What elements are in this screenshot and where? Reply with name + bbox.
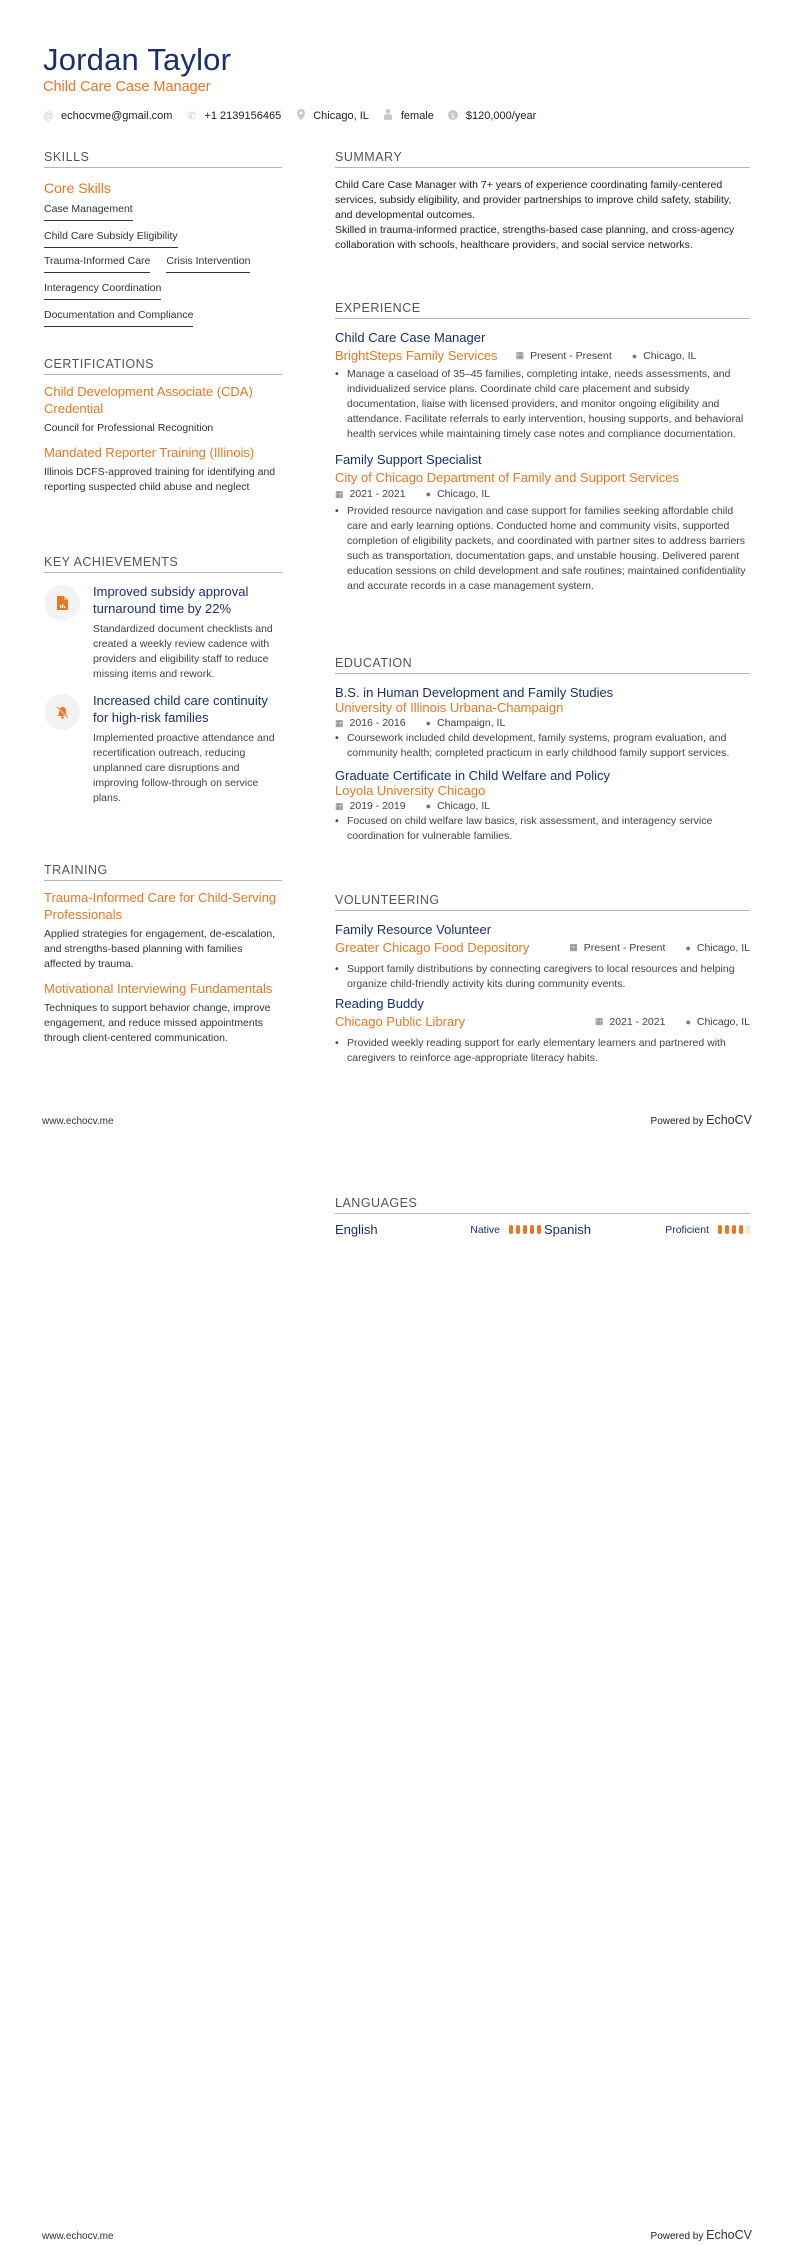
certification-detail: Council for Professional Recognition [44, 422, 214, 434]
location-icon: ● [425, 718, 432, 728]
section-title-training: TRAINING [44, 863, 282, 881]
employer-name: BrightSteps Family Services [335, 348, 498, 363]
volunteer-role: Family Resource Volunteer [335, 922, 492, 937]
education-bullet: • Coursework included child development, family systems, program evaluation, and community health; completed practicum in early childhood family support services. [335, 732, 730, 759]
volunteer-org: Chicago Public Library [335, 1014, 466, 1029]
section-title-volunteering: VOLUNTEERING [335, 893, 750, 911]
calendar-icon: ▦ [335, 800, 344, 811]
brand-logo[interactable]: EchoCV [706, 1113, 752, 1127]
certifications-section [44, 357, 282, 495]
degree-name: B.S. in Human Development and Family Studies [335, 685, 614, 700]
volunteer-role: Reading Buddy [335, 996, 424, 1011]
volunteer-item: Family Resource Volunteer Greater Chicago Food Depository ▦ Present - Present ● Chicago, IL • Support family distributions by connecting caregivers to local resources and helping organize child-friendly activity kits during community events. [335, 922, 750, 990]
contact-location: Chicago, IL [295, 109, 369, 123]
location-icon: ● [425, 801, 432, 811]
section-title-certifications: CERTIFICATIONS [44, 357, 282, 375]
job-title: Child Care Case Manager [335, 330, 486, 345]
training-desc: Techniques to support behavior change, improve engagement, and reduce missed appointments through client-centered communication. [44, 1002, 271, 1044]
certification-name: Mandated Reporter Training (Illinois) [44, 445, 255, 460]
brand-logo[interactable]: EchoCV [706, 2228, 752, 2242]
training-desc: Applied strategies for engagement, de-escalation, and strengths-based planning with families affected by trauma. [44, 928, 276, 970]
powered-by: Powered by EchoCV [650, 1113, 752, 1127]
proficiency-dots [506, 1225, 541, 1234]
volunteer-org: Greater Chicago Food Depository [335, 940, 530, 955]
contact-salary: $ $120,000/year [448, 110, 536, 123]
job-dates: Present - Present [530, 349, 612, 362]
footer-url[interactable]: www.echocv.me [42, 2231, 114, 2242]
skill-group-title: Core Skills [44, 180, 111, 196]
education-bullet: • Focused on child welfare law basics, risk assessment, and interagency service coordination for vulnerable families. [335, 815, 713, 842]
skill-tag: Crisis Intervention [166, 251, 250, 273]
language-level: Proficient [665, 1223, 709, 1236]
training-section [44, 863, 282, 1046]
languages-section [335, 1196, 750, 1237]
section-title-summary: SUMMARY [335, 150, 750, 168]
job-dates: 2021 - 2021 [349, 488, 406, 500]
achievement-item [44, 583, 282, 682]
location-icon: ● [425, 489, 432, 499]
achievement-item [44, 692, 282, 806]
job-bullet: • Manage a caseload of 35–45 families, completing intake, needs assessments, and individualized service plans. Coordinate child care placement and subsidy documentation, liaise with licensed providers, and monitor ongoing eligibility and attendance. Facilitate referrals to early intervention, housing supports, and behavioral health services while maintaining timely case notes and compliance documentation. [335, 368, 744, 440]
education-item: Graduate Certificate in Child Welfare and Policy Loyola University Chicago ▦ 2019 - 2019 ● Chicago, IL • Focused on child welfare law basics, risk assessment, and interagency service coordination for vulnerable families. [335, 768, 750, 844]
at-icon: @ [43, 110, 54, 122]
candidate-headline: Child Care Case Manager [43, 79, 211, 95]
skill-tag: Documentation and Compliance [44, 305, 193, 327]
section-title-skills: SKILLS [44, 150, 282, 168]
job-location: Chicago, IL [643, 349, 697, 362]
contact-email[interactable]: @ echocvme@gmail.com [43, 110, 173, 122]
location-icon: ● [631, 350, 638, 361]
footer-url[interactable]: www.echocv.me [42, 1116, 114, 1127]
experience-item [335, 330, 750, 442]
skill-tag: Trauma-Informed Care [44, 251, 150, 273]
employer-name: City of Chicago Department of Family and Support Services [335, 470, 679, 485]
calendar-icon: ▦ [569, 942, 578, 952]
contact-phone[interactable]: ✆ +1 2139156465 [187, 110, 282, 122]
summary-section [335, 150, 750, 253]
volunteer-item: Reading Buddy Chicago Public Library ▦ 2021 - 2021 ● Chicago, IL • Provided weekly reading support for early elementary learners and partnered with caregivers to reinforce age-appropriate literacy habits. [335, 996, 750, 1064]
calendar-icon: ▦ [515, 350, 525, 360]
location-icon: ● [685, 1016, 691, 1027]
phone-icon: ✆ [187, 110, 197, 122]
volunteering-section [335, 893, 750, 1066]
summary-paragraph: Skilled in trauma-informed practice, strengths-based case planning, and cross-agency collaboration with schools, healthcare providers, and social service networks. [335, 224, 735, 251]
skill-tag: Child Care Subsidy Eligibility [44, 226, 178, 248]
contact-bar [43, 109, 550, 123]
language-level: Native [470, 1223, 500, 1236]
volunteer-bullet: • Support family distributions by connecting caregivers to local resources and helping organize child-friendly activity kits during community events. [335, 963, 735, 990]
calendar-icon: ▦ [335, 717, 344, 728]
document-chart-icon [44, 585, 80, 621]
calendar-icon: ▦ [335, 488, 344, 499]
school-name: University of Illinois Urbana-Champaign [335, 700, 564, 715]
language-item [335, 1222, 541, 1237]
certification-detail: Illinois DCFS-approved training for identifying and reporting suspected child abuse and neglect [44, 466, 276, 493]
job-title: Family Support Specialist [335, 452, 482, 467]
skills-section [44, 150, 282, 330]
achievement-title: Increased child care continuity for high-risk families [93, 693, 268, 725]
candidate-name: Jordan Taylor [43, 42, 232, 77]
language-name: Spanish [544, 1222, 591, 1237]
degree-name: Graduate Certificate in Child Welfare and Policy [335, 768, 611, 783]
education-section [335, 656, 750, 844]
experience-item [335, 452, 750, 594]
education-item: B.S. in Human Development and Family Studies University of Illinois Urbana-Champaign ▦ 2016 - 2016 ● Champaign, IL • Coursework included child development, family systems, program evaluation, and community health; completed practicum in early childhood family support services. [335, 685, 750, 761]
location-icon [295, 109, 306, 123]
achievement-title: Improved subsidy approval turnaround time by 22% [93, 584, 249, 616]
section-title-experience: EXPERIENCE [335, 301, 750, 319]
job-bullet: • Provided resource navigation and case support for families seeking affordable child care and early learning options. Conducted home and community visits, supported completion of eligibility packets, and coordinated with partner sites to address barriers such as transportation, documentation gaps, and unstable housing. Delivered parent education sessions on child development and safe routines; maintained confidentiality and accurate records in a case management system. [335, 505, 746, 592]
proficiency-dots [715, 1225, 750, 1234]
bell-slash-icon [44, 694, 80, 730]
section-title-languages: LANGUAGES [335, 1196, 750, 1214]
section-title-education: EDUCATION [335, 656, 750, 674]
achievement-desc: Standardized document checklists and created a weekly review cadence with providers and eligibility staff to reduce missing items and rework. [93, 623, 273, 680]
section-title-achievements: KEY ACHIEVEMENTS [44, 555, 282, 573]
certification-name: Child Development Associate (CDA) Credential [44, 384, 253, 416]
powered-by: Powered by EchoCV [650, 2228, 752, 2242]
calendar-icon: ▦ [594, 1016, 604, 1026]
volunteer-bullet: • Provided weekly reading support for early elementary learners and partnered with caregivers to reinforce age-appropriate literacy habits. [335, 1037, 726, 1064]
experience-section [335, 301, 750, 594]
language-name: English [335, 1222, 378, 1237]
training-name: Trauma-Informed Care for Child-Serving Professionals [44, 890, 277, 922]
skill-tag: Interagency Coordination [44, 278, 161, 300]
school-name: Loyola University Chicago [335, 783, 486, 798]
achievements-section [44, 555, 282, 806]
contact-gender: female [383, 109, 434, 123]
location-icon: ● [685, 942, 691, 953]
svg-text:$: $ [451, 111, 456, 120]
person-icon [383, 109, 394, 123]
achievement-desc: Implemented proactive attendance and recertification outreach, reducing unplanned care disruptions and improving follow-through on service plans. [93, 732, 275, 804]
skill-tag: Case Management [44, 199, 133, 221]
training-name: Motivational Interviewing Fundamentals [44, 981, 273, 996]
language-item [544, 1222, 750, 1237]
job-location: Chicago, IL [437, 488, 491, 500]
salary-icon [448, 110, 459, 123]
summary-paragraph: Child Care Case Manager with 7+ years of experience coordinating family-centered services, subsidy eligibility, and provider partnerships to improve child safety, stability, and developmental outcomes. [335, 179, 732, 221]
